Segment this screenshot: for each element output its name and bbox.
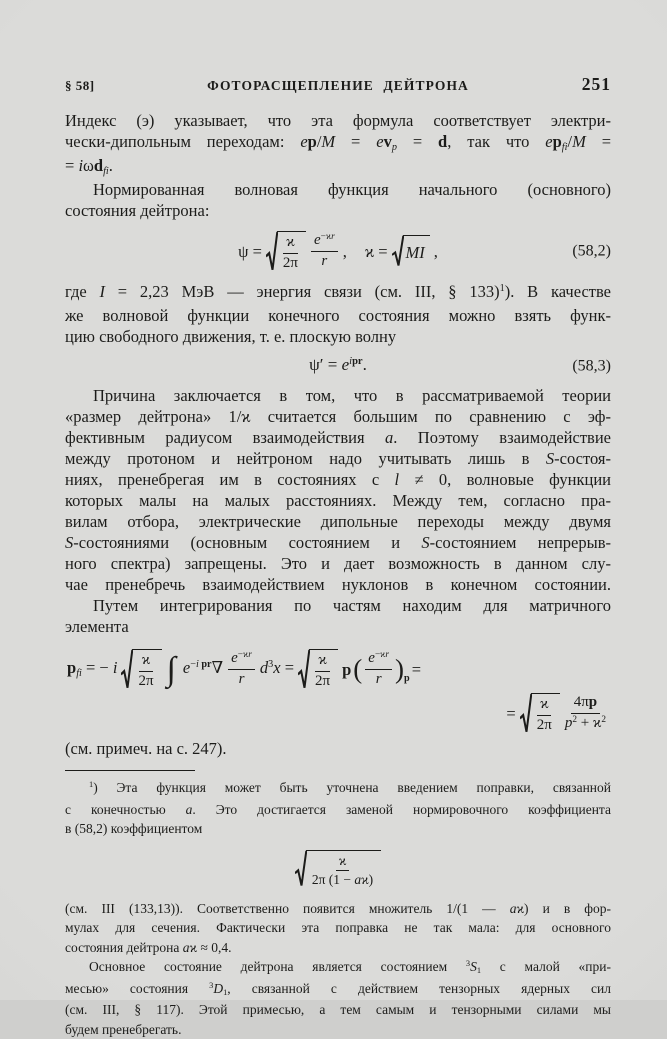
fraction-denominator: 2π: [283, 254, 298, 272]
text-line: S-состояниями (основным состоянием и S-состоянием непрерыв-: [65, 532, 611, 553]
equation-lhs: $p_{fi}$ = − i: [67, 657, 117, 681]
fraction: [228, 650, 255, 688]
equals-sign: =: [506, 703, 515, 724]
equation-tail: ,: [434, 241, 438, 262]
equation-number: (58,2): [572, 241, 611, 262]
fraction-numerator: $e^{-ϰr}$: [228, 650, 255, 670]
see-note-line: (см. примеч. на с. 247).: [65, 738, 611, 759]
text-line: вилам отбора, электрические дипольные переходы между двумя: [65, 511, 611, 532]
fraction-denominator: $p^2 + ϰ^2$: [565, 714, 606, 732]
equation-58-2: [65, 227, 611, 275]
fraction: [365, 650, 392, 688]
fraction: [312, 853, 373, 887]
text-line: (см. III (133,13)). Соответственно появится множитель 1/(1 — aϰ) и в фор-: [65, 899, 611, 919]
text-line: Причина заключается в том, что в рассматриваемой теории: [65, 385, 611, 406]
fraction-numerator: $e^{-ϰr}$: [365, 650, 392, 670]
fraction-denominator: r: [239, 670, 245, 688]
text-line: элемента: [65, 616, 611, 637]
text-line: в (58,2) коэффициентом: [65, 819, 611, 839]
fraction-denominator: 2π: [537, 716, 552, 734]
radicand: MI: [403, 235, 430, 267]
paragraph-normalized-wavefunction: [65, 179, 611, 221]
radicand: [306, 850, 381, 887]
fraction-denominator: r: [376, 670, 382, 688]
radicand: [132, 649, 161, 690]
text-line: с конечностью a. Это достигается заменой нормировочного коэффициента: [65, 800, 611, 820]
square-root: [121, 649, 161, 690]
paragraph-integration: [65, 595, 611, 637]
square-root: [298, 649, 338, 690]
square-root: [266, 231, 306, 272]
fraction: [138, 652, 153, 690]
fraction: [311, 232, 338, 270]
text-line: где I = 2,23 МэВ — энергия связи (см. III, § 133)$^1$). В качестве: [65, 281, 611, 305]
text-line: состояния дейтрона:: [65, 200, 611, 221]
equation-lhs: ψ =: [238, 241, 262, 262]
fraction-denominator: 2π: [315, 672, 330, 690]
fraction-numerator: ϰ: [315, 652, 329, 672]
equation-body: $\psi' = e^{ipr}$.: [309, 354, 367, 378]
fraction-denominator: 2π: [138, 672, 153, 690]
fraction-denominator: r: [321, 252, 327, 270]
square-root: [520, 693, 560, 734]
text-line: цию свободного движения, т. е. плоскую волну: [65, 326, 611, 347]
kappa-definition: ϰ =: [365, 241, 388, 262]
text-line: Путем интегрирования по частям находим для матричного: [65, 595, 611, 616]
running-head: [65, 74, 611, 95]
text-line: ниях, пренебрегая им в состояниях с l ≠ 0, волновые функции: [65, 469, 611, 490]
fraction-numerator: ϰ: [537, 696, 551, 716]
matrix-element-equation-line-2: [65, 692, 611, 734]
footnote-equation: [65, 844, 611, 894]
footnote-paragraph-2: [65, 899, 611, 958]
fraction-numerator: ϰ: [139, 652, 153, 672]
differential: $d^3x$ =: [260, 657, 294, 681]
text-line: Основное состояние дейтрона является состоянием $^3S_1$ с малой «при-: [65, 957, 611, 979]
text-line: мулах для сечения. Фактически эта поправка не так мала: для основного: [65, 918, 611, 938]
fraction-denominator: 2π (1 − aϰ): [312, 871, 373, 887]
momentum-vector: p: [342, 659, 351, 680]
integrand: $e^{-i pr}\nabla$: [183, 657, 223, 681]
body-text: [65, 110, 611, 759]
running-title: ФОТОРАСЩЕПЛЕНИЕ ДЕЙТРОНА: [157, 78, 519, 94]
text-line: чае пренебречь взаимодействием нуклонов в конечном состоянии.: [65, 574, 611, 595]
equation-number: (58,3): [572, 356, 611, 377]
radicand: [531, 693, 560, 734]
equals-sign: =: [412, 659, 421, 680]
text-line: между протоном и нейтроном надо учитывать лишь в S-состоя-: [65, 448, 611, 469]
text-line: месью» состояния $^3D_1$, связанной с действием тензорных ядерных сил: [65, 979, 611, 1001]
paren-subscript: p: [404, 668, 410, 689]
square-root: [392, 235, 430, 267]
text-line: фективным радиусом взаимодействия a. Поэтому взаимодействие: [65, 427, 611, 448]
fraction: [315, 652, 330, 690]
text-line: Нормированная волновая функция начального (основного): [65, 179, 611, 200]
fraction: [537, 696, 552, 734]
section-label: § 58]: [65, 78, 157, 94]
text-line: «размер дейтрона» 1/ϰ считается большим по сравнению с эф-: [65, 406, 611, 427]
paragraph-index: [65, 110, 611, 179]
footnote-paragraph-1: [65, 778, 611, 839]
matrix-element-equation-line-1: $p_{fi}$ = − i $\frac{ϰ}{2\pi}$ ∫ $e^{-i pr}\nabla$ $\frac{e^{-ϰr}}{r}$ $d^3x$ = $\frac{ϰ}{2\pi}$ p ( $\frac{e^{-ϰr}}{r}$ ) $_p$ =: [65, 646, 611, 692]
square-root: [295, 850, 381, 887]
radicand: [277, 231, 306, 272]
paragraph-binding-energy: [65, 281, 611, 347]
text-line: ного спектра) запрещены. Это и дает возможность в данном слу-: [65, 553, 611, 574]
text-line: состояния дейтрона aϰ ≈ 0,4.: [65, 938, 611, 958]
footnote-separator-rule: [65, 770, 195, 771]
page-content: [65, 74, 611, 1039]
text-line: чески-дипольным переходам: $ep/M = ev_p = d$, так что $ep_{fi}/M$ =: [65, 131, 611, 155]
fraction-numerator: ϰ: [336, 853, 350, 871]
separator: ,: [343, 241, 347, 262]
text-line: = iωd$_{fi}$.: [65, 155, 611, 179]
fraction: [283, 234, 298, 272]
page-number: 251: [519, 74, 611, 95]
fraction-numerator: ϰ: [283, 234, 297, 254]
footnote-paragraph-3: [65, 957, 611, 1039]
radicand: [309, 649, 338, 690]
fraction-numerator: 4πp: [571, 694, 600, 714]
text-line: которых малы на малых расстояниях. Между тем, согласно пра-: [65, 490, 611, 511]
fraction-numerator: $e^{-ϰr}$: [311, 232, 338, 252]
text-line: же волновой функции конечного состояния можно взять функ-: [65, 305, 611, 326]
equation-58-3: [65, 354, 611, 378]
fraction: [565, 694, 606, 732]
paragraph-reasoning: [65, 385, 611, 595]
text-line: будем пренебрегать.: [65, 1020, 611, 1039]
text-line: $^1$) Эта функция может быть уточнена введением поправки, связанной: [65, 778, 611, 800]
text-line: Индекс (э) указывает, что эта формула соответствует электри-: [65, 110, 611, 131]
text-line: (см. III, § 117). Этой примесью, а тем самым и тензорными силами мы: [65, 1000, 611, 1020]
